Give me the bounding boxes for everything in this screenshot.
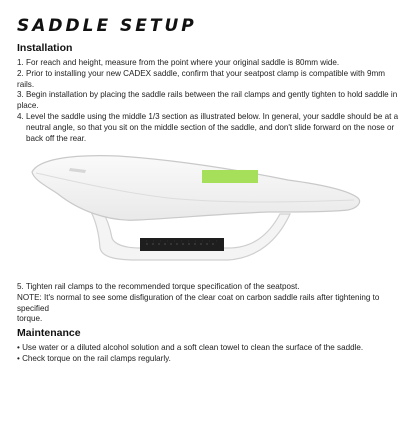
rail-clamp-zone — [140, 238, 224, 251]
page-title: SADDLE SETUP — [17, 16, 197, 36]
step-4: 4. Level the saddle using the middle 1/3 section as illustrated below. In general, your saddle should be at a — [17, 111, 399, 121]
step-2: 2. Prior to installing your new CADEX saddle, confirm that your seatpost clamp is compatible with 9mm rails. — [17, 68, 385, 89]
saddle-shell — [32, 156, 360, 221]
step-3: 3. Begin installation by placing the saddle rails between the rail clamps and gently tighten to hold saddle in place. — [17, 90, 398, 111]
installation-heading: Installation — [17, 42, 73, 54]
saddle-illustration — [28, 140, 368, 275]
step-5: 5. Tighten rail clamps to the recommended torque specification of the seatpost. — [17, 282, 300, 291]
step-1: 1. For reach and height, measure from the point where your original saddle is 80mm wide. — [17, 58, 340, 67]
maintenance-heading: Maintenance — [17, 327, 81, 339]
note-line-2: torque. — [17, 314, 43, 324]
maintenance-item: • Check torque on the rail clamps regularly. — [17, 353, 171, 363]
note-line-1: NOTE: It's normal to see some disfiguration of the clear coat on carbon saddle rails after tightening to specified — [17, 292, 380, 313]
installation-steps — [17, 58, 403, 144]
maintenance-list — [17, 343, 403, 365]
maintenance-item: • Use water or a diluted alcohol solution and a soft clean towel to clean the surface of the saddle. — [17, 343, 364, 352]
step-4-line-3: back off the rear. — [26, 133, 87, 143]
level-marker — [202, 170, 258, 183]
step-4-line-2: neutral angle, so that you sit on the middle section of the saddle, and don't slide forward on the nose or — [26, 122, 395, 132]
post-install-notes — [17, 282, 403, 325]
